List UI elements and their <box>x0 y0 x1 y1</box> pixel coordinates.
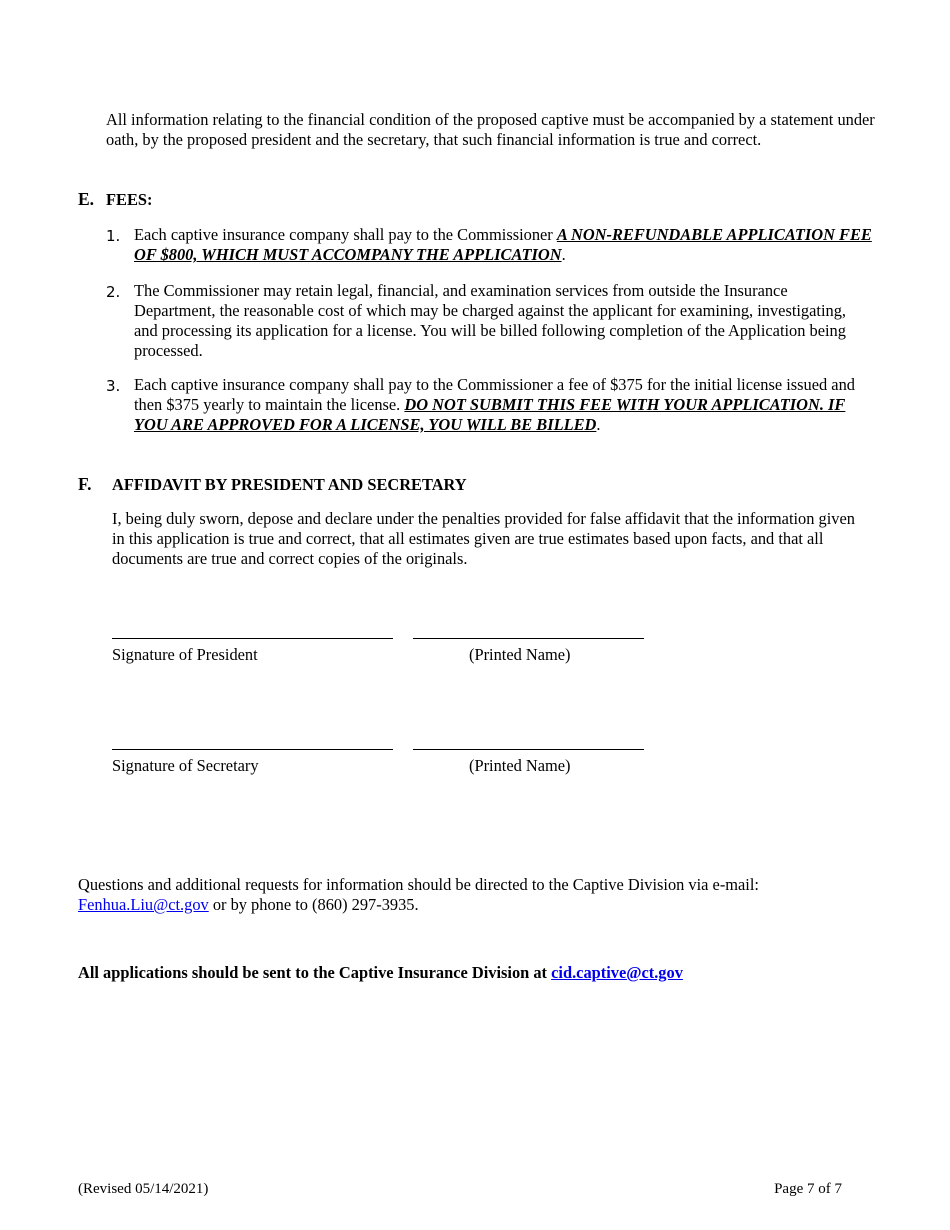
president-signature-label: Signature of President <box>112 645 258 664</box>
secretary-printed-name-label: (Printed Name) <box>469 756 571 775</box>
president-printed-name-line[interactable] <box>413 638 644 639</box>
president-printed-name-label: (Printed Name) <box>469 645 571 664</box>
section-f-letter: F. <box>78 474 92 494</box>
fee-item-1-text: Each captive insurance company shall pay to the Commissioner <box>134 225 557 244</box>
contact-text: Questions and additional requests for information should be directed to the Captive Division via e-mail: <box>78 875 759 894</box>
submission-line <box>78 963 683 983</box>
president-signature-line[interactable] <box>112 638 393 639</box>
fee-item-3 <box>134 375 874 435</box>
footer-revised-date: (Revised 05/14/2021) <box>78 1181 209 1197</box>
contact-phone-text: or by phone to (860) 297-3935. <box>208 895 419 914</box>
fee-item-1-number: 1. <box>106 227 121 245</box>
section-f-title: AFFIDAVIT BY PRESIDENT AND SECRETARY <box>112 475 467 494</box>
contact-paragraph <box>78 875 818 915</box>
fee-item-1-end: . <box>561 245 566 264</box>
fee-item-1-emphasis: A NON-REFUNDABLE APPLICATION FEE OF $800, WHICH MUST ACCOMPANY THE APPLICATION <box>134 225 872 264</box>
section-e-heading <box>78 189 153 210</box>
secretary-printed-name-line[interactable] <box>413 749 644 750</box>
submission-text: All applications should be sent to the Captive Insurance Division at <box>78 963 552 982</box>
fee-item-3-emphasis: DO NOT SUBMIT THIS FEE WITH YOUR APPLICATION. IF YOU ARE APPROVED FOR A LICENSE, YOU WILL BE BILLED <box>134 395 846 434</box>
fee-item-3-end: . <box>596 415 601 434</box>
section-e-title: FEES: <box>106 190 153 209</box>
secretary-signature-label: Signature of Secretary <box>112 756 259 775</box>
intro-paragraph: All information relating to the financial condition of the proposed captive must be accompanied by a statement under oath, by the proposed president and the secretary, that such financial information is true and correct. <box>106 110 875 149</box>
fee-item-3-number: 3. <box>106 377 121 395</box>
section-e-letter: E. <box>78 189 95 209</box>
contact-email-link[interactable]: Fenhua.Liu@ct.gov <box>78 895 209 914</box>
affidavit-paragraph: I, being duly sworn, depose and declare under the penalties provided for false affidavit that the information given in this application is true and correct, that all estimates given are true estimates based upon facts, and that all documents are true and correct copies of the originals. <box>112 509 855 568</box>
fee-item-3-text: Each captive insurance company shall pay to the Commissioner a fee of $375 for the initial license issued and then $375 yearly to maintain the license. <box>134 375 855 414</box>
footer-page-number: Page 7 of 7 <box>774 1181 842 1197</box>
fee-item-2-text: The Commissioner may retain legal, financial, and examination services from outside the Insurance Department, the reasonable cost of which may be charged against the applicant for examining, investigating, and processing its application for a license. You will be billed following completion of the Application being processed. <box>134 281 846 360</box>
submission-email-link[interactable]: cid.captive@ct.gov <box>551 963 683 982</box>
fee-item-2-number: 2. <box>106 283 121 301</box>
section-f-heading <box>78 474 467 495</box>
fee-item-1 <box>134 225 879 265</box>
secretary-signature-line[interactable] <box>112 749 393 750</box>
